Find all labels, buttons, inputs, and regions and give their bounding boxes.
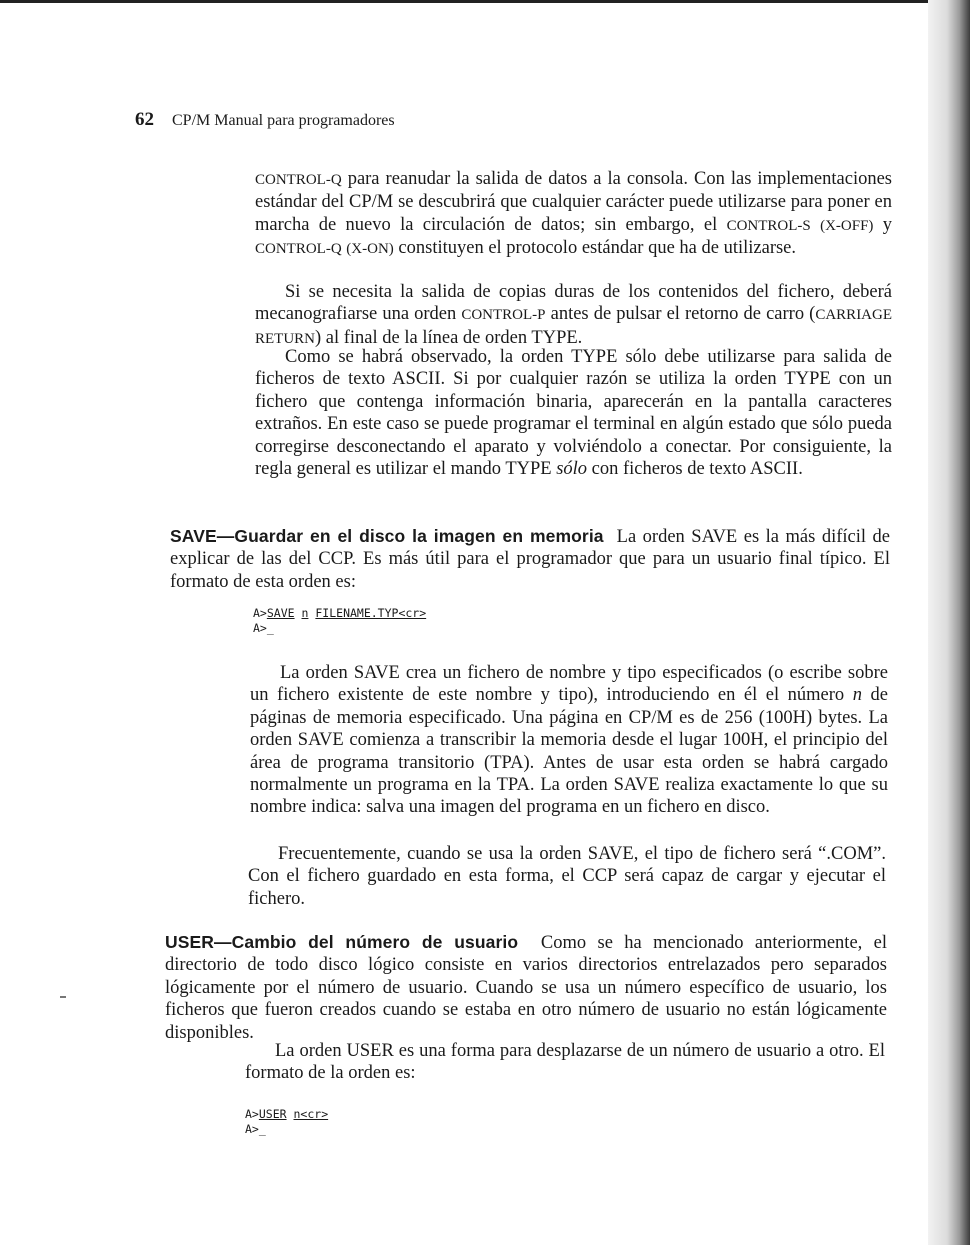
paragraph-save-com bbox=[248, 843, 886, 910]
code-command: USER bbox=[258, 1107, 287, 1121]
page-number: 62 bbox=[135, 109, 154, 130]
paragraph-type-ascii bbox=[255, 346, 892, 480]
paragraph-text: de páginas de memoria especificado. Una página en CP/M es de 256 (100H) bytes. La orden SAVE comienza a transcribir la memoria desde el lugar 100H, el principio del área de programa transitorio (TPA). Antes de usar esta orden se habrá cargado normalmente un programa en la TPA. La orden SAVE realiza exactamente lo que su nombre indica: salva una imagen del programa en un fichero en disco. bbox=[250, 685, 888, 818]
save-heading: SAVE—Guardar en el disco la imagen en memoria bbox=[170, 526, 604, 546]
paragraph-text: Como se habrá observado, la orden TYPE sólo debe utilizarse para salida de ficheros de texto ASCII. Si por cualquier razón se utiliza la orden TYPE con un fichero que contenga información binaria, aparecerán en la pantalla caracteres extraños. En este caso se puede programar el terminal en algún estado que sólo pueda corregirse desconectando el aparato y volviéndolo a conectar. Por consiguiente, la regla general es utilizar el mando TYPE bbox=[255, 347, 892, 480]
save-code-block bbox=[253, 606, 426, 636]
xoff-term: (X-OFF) bbox=[820, 217, 874, 234]
paragraph-text: Si se necesita la salida de copias duras de los contenidos del fichero, deberá mecanografiarse una orden bbox=[255, 282, 892, 325]
user-heading: USER—Cambio del número de usuario bbox=[165, 932, 519, 952]
scan-speck bbox=[60, 996, 66, 998]
xon-term: (X-ON) bbox=[346, 241, 394, 258]
running-header bbox=[135, 109, 395, 131]
user-code-block bbox=[245, 1107, 328, 1137]
page-edge-shadow bbox=[928, 0, 970, 1245]
control-s-term: CONTROL-S bbox=[726, 217, 811, 234]
paragraph-text: La orden SAVE es la más difícil de explicar de las del CCP. Es más útil para el programador que para un usuario final típico. El formato de esta orden es: bbox=[170, 527, 890, 592]
conjunction: y bbox=[882, 214, 893, 235]
paragraph-user-body bbox=[245, 1040, 885, 1085]
paragraph-control-q bbox=[255, 168, 892, 261]
code-prompt-line: A>_ bbox=[245, 1122, 266, 1136]
paragraph-text: para reanudar la salida de datos a la consola. Con las implementaciones estándar del CP/M se descubrirá que cualquier carácter puede utilizarse para poner en marcha de nuevo la circulación de datos; sin embargo, el bbox=[255, 169, 892, 235]
top-border bbox=[0, 0, 930, 3]
running-title: CP/M Manual para programadores bbox=[172, 112, 395, 129]
paragraph-hard-copy bbox=[255, 281, 892, 350]
carriage-return-term: CARRIAGE RETURN bbox=[255, 307, 893, 347]
paragraph-text: antes de pulsar el retorno de carro ( bbox=[550, 304, 816, 325]
paragraph-text: La orden SAVE crea un fichero de nombre y tipo especificados (o escribe sobre un fichero existente de este nombre y tipo), introduciendo en él el número bbox=[250, 663, 888, 706]
control-q-term: CONTROL-Q bbox=[255, 241, 342, 258]
code-argument: n<cr> bbox=[293, 1107, 329, 1121]
code-command: SAVE bbox=[266, 606, 295, 620]
paragraph-text: La orden USER es una forma para desplazarse de un número de usuario a otro. El formato de la orden es: bbox=[245, 1041, 885, 1084]
paragraph-text: ) al final de la línea de orden TYPE. bbox=[315, 327, 583, 348]
save-section-intro bbox=[170, 525, 890, 593]
emphasis: n bbox=[852, 685, 862, 706]
code-filename: FILENAME.TYP<cr> bbox=[315, 606, 427, 620]
paragraph-text: Como se ha mencionado anteriormente, el directorio de todo disco lógico consiste en varios directorios entrelazados pero separados lógicamente por el número de usuario. Cuando se usa un número específico de usuario, los ficheros que fueron creados cuando se estaba en otro número de usuario no están lógicamente disponibles. bbox=[165, 933, 888, 1043]
paragraph-save-body bbox=[250, 662, 888, 819]
control-q-term: CONTROL-Q bbox=[255, 172, 342, 188]
code-prompt-line: A>_ bbox=[253, 621, 274, 635]
code-prompt: A> bbox=[245, 1107, 259, 1121]
paragraph-text: constituyen el protocolo estándar que ha de utilizarse. bbox=[398, 238, 797, 259]
control-p-term: CONTROL-P bbox=[461, 307, 546, 324]
emphasis: sólo bbox=[556, 459, 588, 480]
paragraph-text: Frecuentemente, cuando se usa la orden SAVE, el tipo de fichero será “.COM”. Con el fichero guardado en esta forma, el CCP será capaz de cargar y ejecutar el fichero. bbox=[248, 844, 886, 909]
user-section-intro bbox=[165, 931, 887, 1044]
code-argument: n bbox=[301, 606, 309, 620]
code-prompt: A> bbox=[253, 606, 267, 620]
paragraph-text: con ficheros de texto ASCII. bbox=[591, 459, 803, 480]
